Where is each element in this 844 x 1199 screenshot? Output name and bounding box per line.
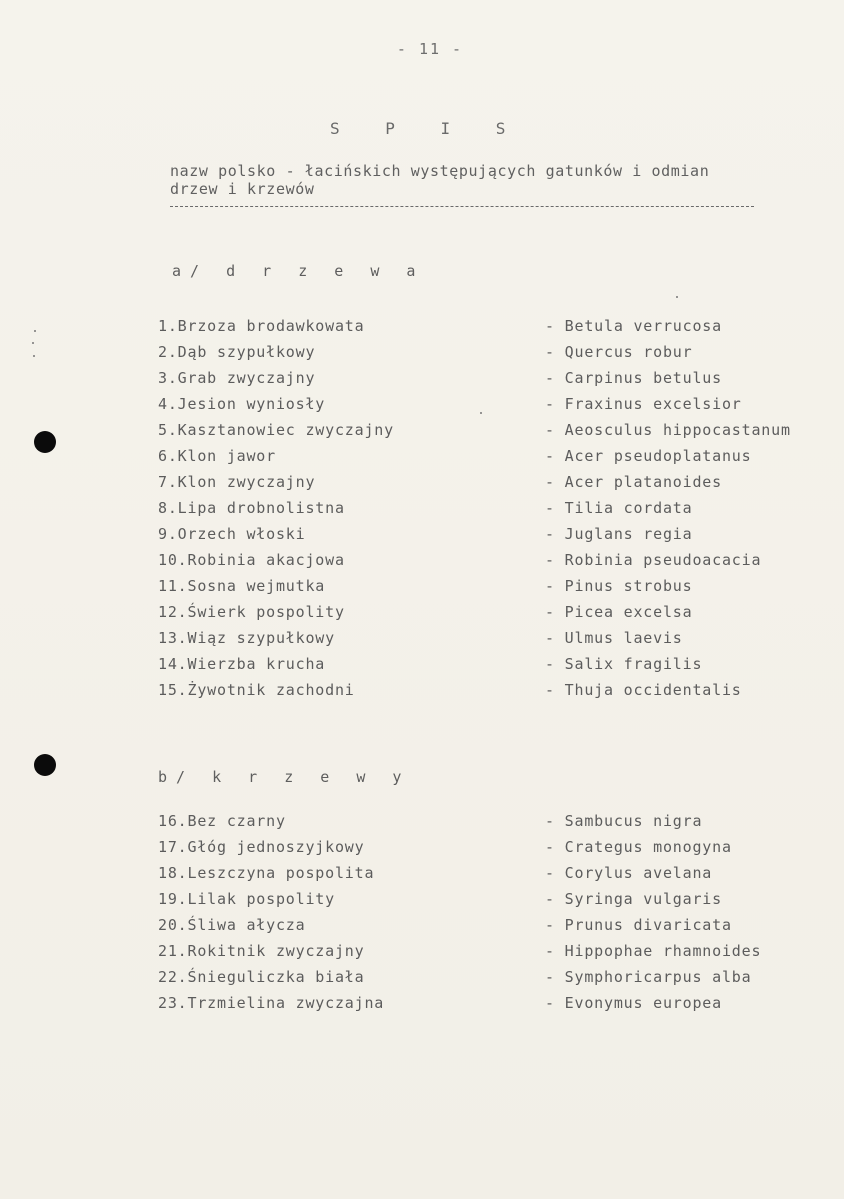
polish-name: 23.Trzmielina zwyczajna	[158, 994, 385, 1012]
polish-name: 8.Lipa drobnolistna	[158, 499, 345, 517]
latin-name: - Acer pseudoplatanus	[545, 447, 752, 465]
latin-name: - Carpinus betulus	[545, 369, 722, 387]
list-item	[0, 577, 844, 603]
latin-name: - Aeosculus hippocastanum	[545, 421, 791, 439]
polish-name: 22.Śnieguliczka biała	[158, 968, 365, 986]
polish-name: 6.Klon jawor	[158, 447, 276, 465]
latin-name: - Hippophae rhamnoides	[545, 942, 762, 960]
polish-name: 9.Orzech włoski	[158, 525, 306, 543]
polish-name: 4.Jesion wyniosły	[158, 395, 326, 413]
latin-name: - Betula verrucosa	[545, 317, 722, 335]
polish-name: 14.Wierzba krucha	[158, 655, 326, 673]
latin-name: - Ulmus laevis	[545, 629, 683, 647]
polish-name: 11.Sosna wejmutka	[158, 577, 326, 595]
list-item	[0, 603, 844, 629]
polish-name: 10.Robinia akacjowa	[158, 551, 345, 569]
polish-name: 21.Rokitnik zwyczajny	[158, 942, 365, 960]
list-item	[0, 499, 844, 525]
list-item	[0, 551, 844, 577]
list-item	[0, 525, 844, 551]
subtitle-line-2: drzew i krzewów	[170, 180, 315, 198]
polish-name: 3.Grab zwyczajny	[158, 369, 316, 387]
polish-name: 7.Klon zwyczajny	[158, 473, 316, 491]
punch-hole	[34, 754, 56, 776]
scan-speck	[480, 412, 482, 414]
polish-name: 1.Brzoza brodawkowata	[158, 317, 365, 335]
subtitle-line-1: nazw polsko - łacińskich występujących gatunków i odmian	[170, 162, 710, 180]
latin-name: - Juglans regia	[545, 525, 693, 543]
latin-name: - Syringa vulgaris	[545, 890, 722, 908]
latin-name: - Tilia cordata	[545, 499, 693, 517]
latin-name: - Prunus divaricata	[545, 916, 732, 934]
shrubs-list	[0, 812, 844, 1020]
subtitle	[170, 162, 770, 198]
scan-speck	[34, 330, 36, 332]
polish-name: 19.Lilak pospolity	[158, 890, 335, 908]
latin-name: - Thuja occidentalis	[545, 681, 742, 699]
scan-speck	[676, 296, 678, 298]
polish-name: 2.Dąb szypułkowy	[158, 343, 316, 361]
latin-name: - Salix fragilis	[545, 655, 703, 673]
list-item	[0, 395, 844, 421]
latin-name: - Crategus monogyna	[545, 838, 732, 856]
polish-name: 17.Głóg jednoszyjkowy	[158, 838, 365, 856]
latin-name: - Quercus robur	[545, 343, 693, 361]
latin-name: - Pinus strobus	[545, 577, 693, 595]
list-item	[0, 369, 844, 395]
list-item	[0, 681, 844, 707]
list-item	[0, 916, 844, 942]
scan-speck	[32, 342, 34, 344]
latin-name: - Picea excelsa	[545, 603, 693, 621]
list-item	[0, 343, 844, 369]
list-item	[0, 838, 844, 864]
section-heading-trees: a/ d r z e w a	[172, 262, 425, 280]
trees-list	[0, 317, 844, 707]
list-item	[0, 629, 844, 655]
punch-hole	[34, 431, 56, 453]
list-item	[0, 942, 844, 968]
list-item	[0, 968, 844, 994]
list-item	[0, 421, 844, 447]
list-item	[0, 890, 844, 916]
list-item	[0, 317, 844, 343]
list-item	[0, 812, 844, 838]
polish-name: 12.Świerk pospolity	[158, 603, 345, 621]
latin-name: - Corylus avelana	[545, 864, 713, 882]
list-item	[0, 994, 844, 1020]
scan-speck	[33, 355, 35, 357]
latin-name: - Sambucus nigra	[545, 812, 703, 830]
polish-name: 16.Bez czarny	[158, 812, 286, 830]
list-item	[0, 473, 844, 499]
latin-name: - Evonymus europea	[545, 994, 722, 1012]
page-title: S P I S	[330, 119, 524, 138]
polish-name: 20.Śliwa ałycza	[158, 916, 306, 934]
polish-name: 5.Kasztanowiec zwyczajny	[158, 421, 394, 439]
list-item	[0, 655, 844, 681]
latin-name: - Symphoricarpus alba	[545, 968, 752, 986]
latin-name: - Acer platanoides	[545, 473, 722, 491]
latin-name: - Robinia pseudoacacia	[545, 551, 762, 569]
page-number: - 11 -	[396, 40, 464, 58]
polish-name: 18.Leszczyna pospolita	[158, 864, 375, 882]
latin-name: - Fraxinus excelsior	[545, 395, 742, 413]
list-item	[0, 864, 844, 890]
dashed-divider	[170, 206, 754, 207]
polish-name: 13.Wiąz szypułkowy	[158, 629, 335, 647]
polish-name: 15.Żywotnik zachodni	[158, 681, 355, 699]
section-heading-shrubs: b/ k r z e w y	[158, 768, 411, 786]
list-item	[0, 447, 844, 473]
